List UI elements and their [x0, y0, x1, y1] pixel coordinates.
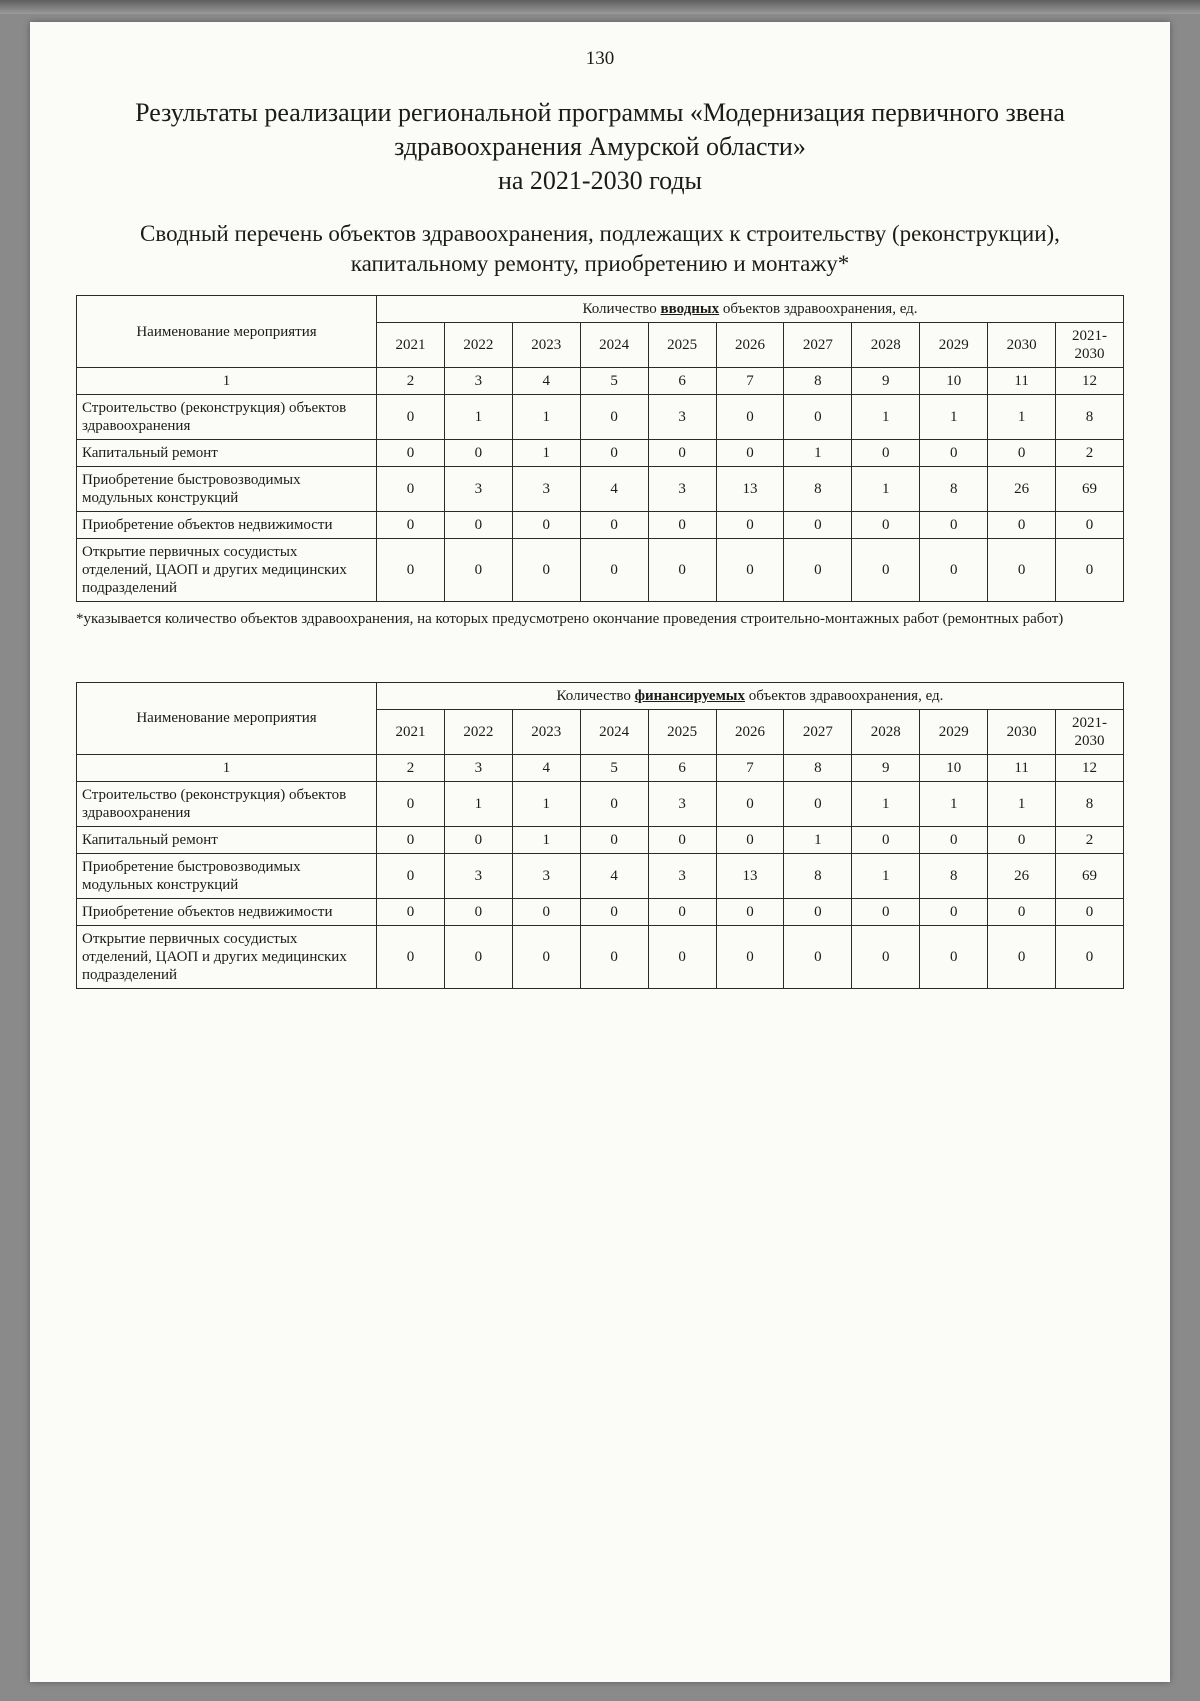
column-number: 11	[988, 368, 1056, 395]
year-header: 2028	[852, 709, 920, 754]
year-header: 2029	[920, 709, 988, 754]
column-number: 1	[77, 368, 377, 395]
value-cell: 0	[648, 898, 716, 925]
value-cell: 0	[580, 925, 648, 988]
value-cell: 0	[784, 925, 852, 988]
value-cell: 0	[920, 440, 988, 467]
value-cell: 0	[377, 925, 445, 988]
quantity-suffix: объектов здравоохранения, ед.	[719, 301, 918, 318]
value-cell: 0	[648, 539, 716, 602]
table-row	[77, 539, 1124, 602]
column-number: 9	[852, 368, 920, 395]
activity-name: Приобретение быстровозводимых модульных конструкций	[77, 467, 377, 512]
value-cell: 1	[512, 395, 580, 440]
value-cell: 0	[377, 467, 445, 512]
value-cell: 0	[648, 440, 716, 467]
year-header: 2021-2030	[1056, 709, 1124, 754]
quantity-prefix: Количество	[556, 687, 635, 704]
value-cell: 0	[852, 440, 920, 467]
activity-name: Капитальный ремонт	[77, 826, 377, 853]
table-row	[77, 781, 1124, 826]
table-row	[77, 512, 1124, 539]
value-cell: 0	[444, 440, 512, 467]
value-cell: 0	[852, 826, 920, 853]
table-row	[77, 467, 1124, 512]
column-number: 10	[920, 368, 988, 395]
column-number: 9	[852, 754, 920, 781]
year-header: 2025	[648, 323, 716, 368]
column-header-quantity	[377, 682, 1124, 709]
value-cell: 1	[852, 467, 920, 512]
year-header: 2021-2030	[1056, 323, 1124, 368]
value-cell: 0	[716, 512, 784, 539]
value-cell: 0	[377, 539, 445, 602]
value-cell: 0	[920, 512, 988, 539]
column-number: 7	[716, 754, 784, 781]
value-cell: 0	[784, 781, 852, 826]
value-cell: 0	[444, 826, 512, 853]
year-header: 2027	[784, 709, 852, 754]
year-header: 2027	[784, 323, 852, 368]
value-cell: 8	[1056, 781, 1124, 826]
value-cell: 0	[1056, 539, 1124, 602]
value-cell: 3	[648, 853, 716, 898]
value-cell: 0	[444, 539, 512, 602]
value-cell: 0	[377, 512, 445, 539]
value-cell: 3	[444, 467, 512, 512]
value-cell: 26	[988, 467, 1056, 512]
value-cell: 0	[1056, 925, 1124, 988]
column-numbers-row	[77, 368, 1124, 395]
footnote: *указывается количество объектов здравоохранения, на которых предусмотрено окончание проведения строительно-монтажных работ (ремонтных работ)	[76, 611, 1064, 628]
title-line-1: Результаты реализации региональной программы «Модернизация первичного звена здравоохранения Амурской области»	[135, 98, 1065, 161]
value-cell: 13	[716, 467, 784, 512]
activity-name: Капитальный ремонт	[77, 440, 377, 467]
value-cell: 0	[716, 395, 784, 440]
value-cell: 4	[580, 467, 648, 512]
value-cell: 4	[580, 853, 648, 898]
table-row	[77, 395, 1124, 440]
quantity-emphasis: финансируемых	[634, 687, 746, 704]
value-cell: 0	[988, 512, 1056, 539]
column-number: 8	[784, 754, 852, 781]
value-cell: 0	[920, 925, 988, 988]
column-number: 5	[580, 368, 648, 395]
value-cell: 0	[377, 395, 445, 440]
value-cell: 0	[512, 539, 580, 602]
column-number: 6	[648, 754, 716, 781]
value-cell: 1	[920, 395, 988, 440]
column-number: 4	[512, 754, 580, 781]
value-cell: 8	[784, 853, 852, 898]
value-cell: 0	[716, 781, 784, 826]
activity-name: Приобретение объектов недвижимости	[77, 898, 377, 925]
value-cell: 26	[988, 853, 1056, 898]
value-cell: 0	[444, 898, 512, 925]
column-number: 3	[444, 754, 512, 781]
value-cell: 0	[784, 395, 852, 440]
value-cell: 0	[988, 925, 1056, 988]
column-number: 7	[716, 368, 784, 395]
value-cell: 0	[716, 539, 784, 602]
value-cell: 0	[988, 539, 1056, 602]
column-number: 12	[1056, 368, 1124, 395]
document-title	[116, 96, 1084, 197]
table-row	[77, 440, 1124, 467]
section-title: Сводный перечень объектов здравоохранения, подлежащих к строительству (реконструкции), капитальному ремонту, приобретению и монтажу*	[140, 221, 1060, 277]
activity-name: Открытие первичных сосудистых отделений, ЦАОП и других медицинских подразделений	[77, 539, 377, 602]
table-row	[77, 853, 1124, 898]
value-cell: 1	[512, 440, 580, 467]
value-cell: 0	[377, 781, 445, 826]
column-header-name: Наименование мероприятия	[77, 682, 377, 754]
value-cell: 0	[716, 925, 784, 988]
column-header-name: Наименование мероприятия	[77, 296, 377, 368]
year-header: 2022	[444, 709, 512, 754]
value-cell: 1	[444, 395, 512, 440]
value-cell: 0	[852, 898, 920, 925]
value-cell: 0	[580, 539, 648, 602]
value-cell: 0	[716, 440, 784, 467]
value-cell: 0	[716, 898, 784, 925]
table-row	[77, 898, 1124, 925]
value-cell: 0	[444, 925, 512, 988]
column-numbers-row	[77, 754, 1124, 781]
document-page	[30, 22, 1170, 1682]
table-financed-block	[76, 682, 1124, 989]
value-cell: 1	[784, 826, 852, 853]
value-cell: 69	[1056, 853, 1124, 898]
value-cell: 0	[716, 826, 784, 853]
value-cell: 0	[920, 898, 988, 925]
value-cell: 0	[377, 853, 445, 898]
column-number: 10	[920, 754, 988, 781]
value-cell: 0	[648, 925, 716, 988]
value-cell: 3	[444, 853, 512, 898]
value-cell: 0	[852, 539, 920, 602]
column-number: 1	[77, 754, 377, 781]
value-cell: 1	[920, 781, 988, 826]
value-cell: 0	[648, 512, 716, 539]
table-row	[77, 826, 1124, 853]
value-cell: 0	[580, 512, 648, 539]
quantity-emphasis: вводных	[660, 301, 720, 318]
activity-name: Строительство (реконструкция) объектов здравоохранения	[77, 781, 377, 826]
value-cell: 8	[1056, 395, 1124, 440]
value-cell: 0	[784, 512, 852, 539]
column-number: 6	[648, 368, 716, 395]
value-cell: 0	[512, 925, 580, 988]
value-cell: 3	[648, 467, 716, 512]
value-cell: 0	[988, 898, 1056, 925]
value-cell: 1	[784, 440, 852, 467]
value-cell: 0	[988, 440, 1056, 467]
activity-name: Строительство (реконструкция) объектов здравоохранения	[77, 395, 377, 440]
value-cell: 0	[784, 898, 852, 925]
scanner-edge	[0, 0, 1200, 14]
value-cell: 1	[512, 826, 580, 853]
year-header: 2024	[580, 709, 648, 754]
value-cell: 1	[988, 781, 1056, 826]
value-cell: 0	[784, 539, 852, 602]
column-number: 4	[512, 368, 580, 395]
value-cell: 3	[512, 853, 580, 898]
column-number: 3	[444, 368, 512, 395]
quantity-prefix: Количество	[582, 301, 661, 318]
value-cell: 0	[920, 826, 988, 853]
value-cell: 8	[920, 853, 988, 898]
value-cell: 0	[377, 440, 445, 467]
value-cell: 0	[1056, 898, 1124, 925]
table-row	[77, 925, 1124, 988]
value-cell: 0	[648, 826, 716, 853]
value-cell: 69	[1056, 467, 1124, 512]
value-cell: 0	[377, 826, 445, 853]
value-cell: 2	[1056, 826, 1124, 853]
value-cell: 0	[580, 440, 648, 467]
column-number: 2	[377, 368, 445, 395]
value-cell: 0	[580, 826, 648, 853]
value-cell: 0	[580, 898, 648, 925]
year-header: 2022	[444, 323, 512, 368]
value-cell: 1	[852, 395, 920, 440]
column-header-quantity	[377, 296, 1124, 323]
value-cell: 0	[852, 925, 920, 988]
value-cell: 0	[988, 826, 1056, 853]
year-header: 2029	[920, 323, 988, 368]
column-number: 12	[1056, 754, 1124, 781]
value-cell: 0	[580, 395, 648, 440]
value-cell: 2	[1056, 440, 1124, 467]
table-commissioned	[76, 295, 1124, 602]
table-financed	[76, 682, 1124, 989]
title-line-2: на 2021-2030 годы	[497, 165, 703, 195]
column-number: 8	[784, 368, 852, 395]
column-number: 11	[988, 754, 1056, 781]
activity-name: Открытие первичных сосудистых отделений, ЦАОП и других медицинских подразделений	[77, 925, 377, 988]
value-cell: 8	[920, 467, 988, 512]
value-cell: 0	[512, 898, 580, 925]
year-header: 2023	[512, 709, 580, 754]
value-cell: 1	[512, 781, 580, 826]
value-cell: 0	[852, 512, 920, 539]
table-commissioned-block	[76, 295, 1124, 630]
year-header: 2025	[648, 709, 716, 754]
column-number: 5	[580, 754, 648, 781]
value-cell: 3	[648, 395, 716, 440]
value-cell: 3	[648, 781, 716, 826]
value-cell: 13	[716, 853, 784, 898]
value-cell: 0	[580, 781, 648, 826]
year-header: 2026	[716, 709, 784, 754]
value-cell: 8	[784, 467, 852, 512]
year-header: 2021	[377, 323, 445, 368]
value-cell: 3	[512, 467, 580, 512]
value-cell: 0	[444, 512, 512, 539]
year-header: 2030	[988, 709, 1056, 754]
value-cell: 1	[988, 395, 1056, 440]
year-header: 2028	[852, 323, 920, 368]
year-header: 2021	[377, 709, 445, 754]
header-row	[77, 296, 1124, 323]
page-number: 130	[585, 48, 615, 69]
value-cell: 1	[852, 781, 920, 826]
year-header: 2024	[580, 323, 648, 368]
header-row	[77, 682, 1124, 709]
value-cell: 0	[920, 539, 988, 602]
year-header: 2023	[512, 323, 580, 368]
value-cell: 1	[444, 781, 512, 826]
column-number: 2	[377, 754, 445, 781]
value-cell: 0	[512, 512, 580, 539]
year-header: 2026	[716, 323, 784, 368]
value-cell: 0	[377, 898, 445, 925]
activity-name: Приобретение быстровозводимых модульных конструкций	[77, 853, 377, 898]
value-cell: 0	[1056, 512, 1124, 539]
activity-name: Приобретение объектов недвижимости	[77, 512, 377, 539]
value-cell: 1	[852, 853, 920, 898]
year-header: 2030	[988, 323, 1056, 368]
quantity-suffix: объектов здравоохранения, ед.	[745, 687, 944, 704]
